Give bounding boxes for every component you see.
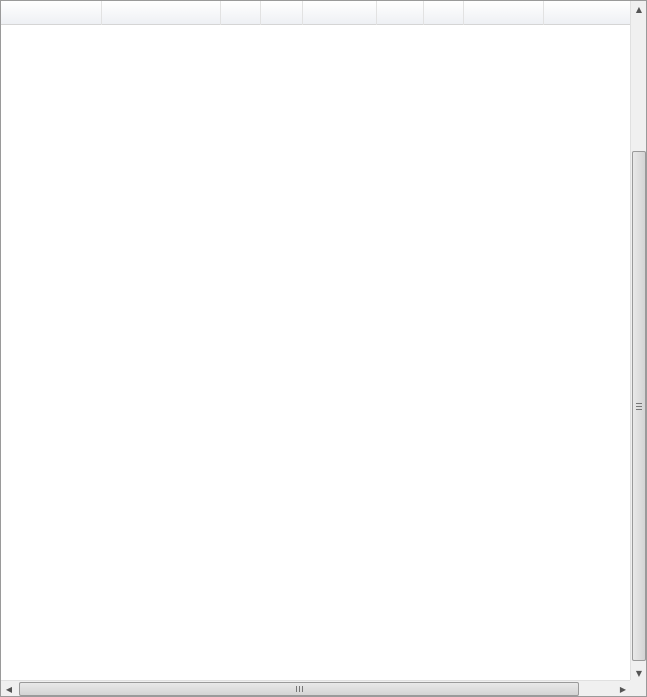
horizontal-scroll-thumb[interactable] [19,682,579,696]
column-header-contract[interactable] [102,1,221,25]
column-header-quantity[interactable] [377,1,424,25]
grid-header [1,1,631,25]
column-header-side[interactable] [221,1,261,25]
column-header-price[interactable] [303,1,377,25]
vertical-scroll-thumb[interactable] [632,151,646,661]
scroll-left-arrow-icon[interactable]: ◀ [5,684,13,694]
scroll-up-arrow-icon[interactable]: ▲ [635,4,643,14]
column-header-name[interactable] [544,1,631,25]
column-header-open-close[interactable] [261,1,303,25]
scrollbar-corner [630,680,646,696]
column-header-hedge[interactable] [424,1,464,25]
column-header-trade-time[interactable] [1,1,102,25]
horizontal-scrollbar[interactable] [1,680,631,696]
scroll-down-arrow-icon[interactable]: ▼ [635,668,643,678]
grid-body [1,25,631,681]
scroll-right-arrow-icon[interactable]: ▶ [619,684,627,694]
column-header-order-id[interactable] [464,1,544,25]
vertical-scrollbar[interactable] [630,1,646,681]
